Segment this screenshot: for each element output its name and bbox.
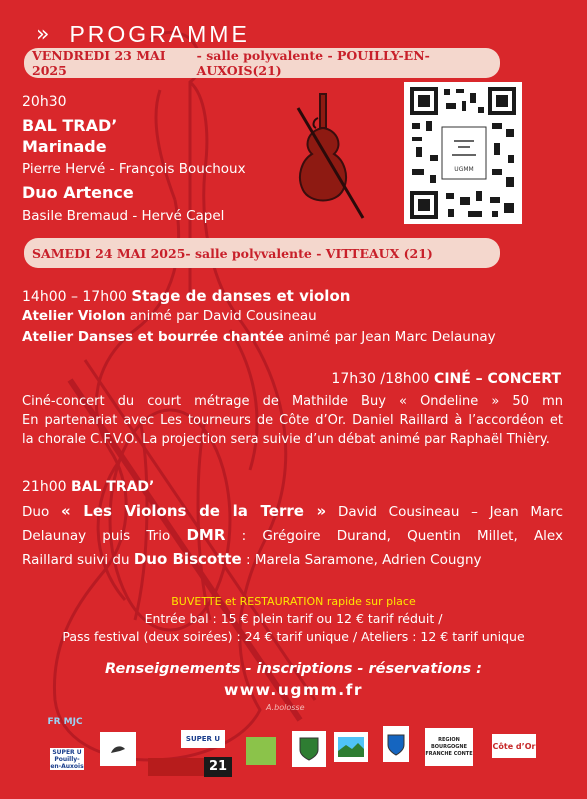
- header-arrow: »: [36, 21, 50, 47]
- marinade-members: Pierre Hervé - François Bouchoux: [22, 161, 246, 177]
- qr-caption: UGMM: [454, 166, 474, 173]
- stage-line: [22, 287, 350, 305]
- cote-dor-text: Côte d’Or: [492, 741, 536, 751]
- cine-line-1: Ciné-concert du court métrage de Mathilde Buy « Ondeline » 50 mn: [22, 394, 563, 409]
- atelier2-title: Atelier Danses et bourrée chantée: [22, 329, 284, 345]
- atelier1-title: Atelier Violon: [22, 308, 126, 324]
- lineup-line-2: [22, 524, 563, 548]
- region-text: REGION BOURGOGNE FRANCHE CONTE: [425, 736, 473, 757]
- duo-biscotte: Duo Biscotte: [133, 550, 242, 568]
- bal-trad-evening-heading: [22, 479, 154, 495]
- lineup-line-1: [22, 500, 563, 524]
- info-heading: Renseignements - inscriptions - réservations :: [105, 661, 482, 677]
- cine-concert-heading: [331, 371, 561, 387]
- super-u-text: SUPER U: [185, 734, 221, 743]
- trio-dmr: DMR: [186, 526, 226, 544]
- cine-description: [22, 392, 563, 449]
- violons-de-la-terre: « Les Violons de la Terre »: [60, 502, 327, 520]
- atelier1-rest: animé par David Cousineau: [125, 308, 317, 324]
- website-link[interactable]: www.ugmm.fr: [223, 681, 364, 699]
- num21-text: 21: [208, 759, 228, 774]
- artist-signature: A.bolosse: [266, 703, 305, 712]
- violin-icon: [268, 88, 378, 228]
- day1-banner: [24, 48, 500, 78]
- pouilly-coat-of-arms: [292, 731, 326, 767]
- day1-event-title: BAL TRAD’: [22, 116, 118, 135]
- qr-code-icon: [408, 85, 518, 221]
- cine-line-3: la chorale C.F.V.O. La projection sera suivie d’un débat animé par Raphaël Thièry.: [22, 432, 550, 447]
- bird-icon: [108, 739, 128, 759]
- group-marinade: Marinade: [22, 137, 107, 156]
- day2-place: - salle polyvalente - VITTEAUX (21): [185, 245, 433, 261]
- duo-artence-members: Basile Bremaud - Hervé Capel: [22, 208, 225, 224]
- duo-g: Raillard suivi du: [22, 552, 134, 568]
- day2-date: SAMEDI 24 MAI 2025: [32, 245, 186, 261]
- partner-logo-red: [148, 758, 204, 776]
- duo-d: Delaunay puis Trio: [22, 528, 187, 544]
- duo-i: : Marela Saramone, Adrien Cougny: [241, 552, 482, 568]
- landscape-icon: [338, 737, 364, 757]
- partner-logo-bird: [100, 732, 136, 766]
- partner-logo-green: [246, 737, 276, 765]
- num21-logo: [204, 757, 232, 777]
- atelier-danses: [22, 329, 496, 345]
- duo-c: David Cousineau – Jean Marc: [326, 504, 563, 520]
- day1-time: 20h30: [22, 94, 67, 110]
- atelier-violon: [22, 308, 317, 324]
- day2-banner: [24, 238, 500, 268]
- region-bfc-logo: [425, 728, 473, 766]
- stage-title: Stage de danses et violon: [131, 287, 351, 305]
- duo-f: : Grégoire Durand, Quentin Millet, Alex: [225, 528, 563, 544]
- buvette-note: [0, 595, 587, 608]
- price-line-2: Pass festival (deux soirées) : 24 € tarif unique / Ateliers : 12 € tarif unique: [62, 629, 525, 644]
- bal-lineup: [22, 500, 563, 572]
- cote-dor-logo: [492, 734, 536, 758]
- partner-logo-blue: [334, 732, 368, 762]
- duo-a: Duo: [22, 504, 61, 520]
- frmjc-logo: [44, 707, 86, 737]
- bal-time: 21h00: [22, 479, 71, 495]
- programme-header: [36, 18, 250, 50]
- bal-title: BAL TRAD’: [70, 479, 155, 495]
- page-title: PROGRAMME: [69, 20, 250, 47]
- cine-line-2: En partenariat avec Les tourneurs de Côte d’Or. Daniel Raillard à l’accordéon et: [22, 413, 563, 428]
- lineup-line-3: [22, 548, 563, 572]
- stage-time: 14h00 – 17h00: [22, 289, 132, 305]
- buvette-rest: rapide sur place: [323, 595, 416, 608]
- shield-icon: [298, 736, 320, 762]
- atelier2-rest: animé par Jean Marc Delaunay: [283, 329, 496, 345]
- group-duo-artence: Duo Artence: [22, 183, 134, 202]
- cine-time: 17h30 /18h00: [331, 371, 435, 387]
- cine-title: CINÉ – CONCERT: [434, 371, 561, 387]
- super-u-pouilly-text: SUPER U Pouilly-en-Auxois: [50, 748, 84, 770]
- crest-icon: [386, 731, 406, 757]
- super-u-logo: [181, 730, 225, 748]
- price-line-1: Entrée bal : 15 € plein tarif ou 12 € tarif réduit /: [144, 611, 443, 626]
- day1-place: - salle polyvalente - POUILLY-EN-AUXOIS(21): [196, 48, 430, 78]
- buvette-title: BUVETTE et RESTAURATION: [171, 595, 324, 608]
- frmjc-text: FR MJC: [47, 717, 83, 727]
- super-u-pouilly-logo: [50, 748, 84, 770]
- qr-code[interactable]: [404, 82, 522, 224]
- day1-date: VENDREDI 23 MAI 2025: [32, 48, 166, 78]
- vitteaux-coat-of-arms: [383, 726, 409, 762]
